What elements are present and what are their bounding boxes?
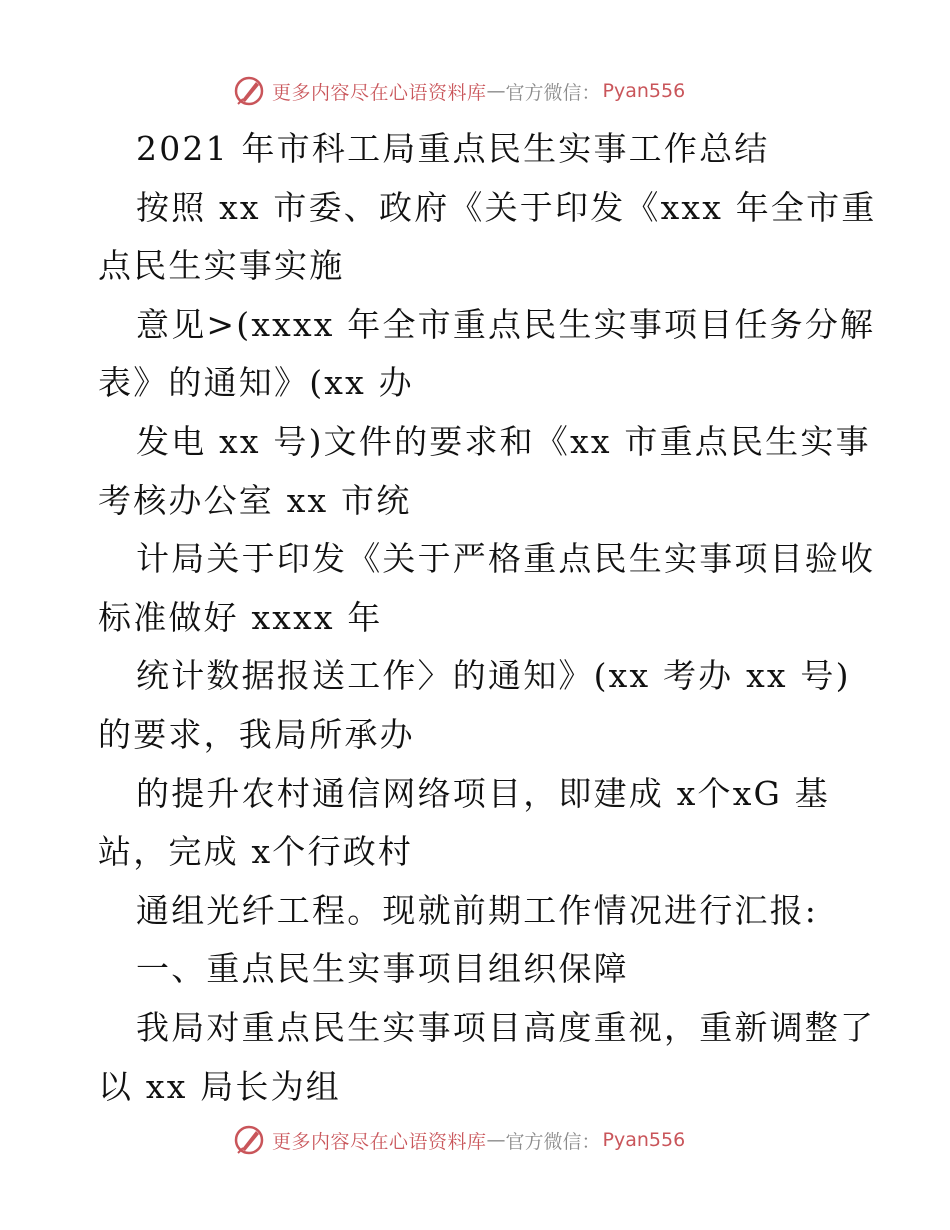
document-title: 2021 年市科工局重点民生实事工作总结 [136,129,770,168]
watermark-separator: — [486,80,506,102]
watermark-official-label: 官方微信： [505,81,601,104]
watermark-header [232,73,685,109]
watermark-brand-text: 更多内容尽在心语资料库 [272,1130,487,1153]
paragraph-line: 通组光纤工程。现就前期工作情况进行汇报: [136,890,819,930]
paragraph-line: 计局关于印发《关于严格重点民生实事项目验收 [136,539,876,579]
paragraph-line: 以 xx 局长为组 [98,1066,342,1106]
watermark-official-label: 官方微信： [505,1130,601,1153]
watermark-separator: — [486,1129,506,1151]
document-body [98,120,877,1116]
paragraph-line: 我局对重点民生实事项目高度重视，重新调整了 [136,1007,876,1047]
paragraph-line: 意见>(xxxx 年全市重点民生实事项目任务分解 [136,304,876,344]
paragraph-line: 点民生实事实施 [98,246,345,286]
paragraph-line: 按照 xx 市委、政府《关于印发《xxx 年全市重 [136,187,877,227]
paragraph-line: 统计数据报送工作〉的通知》(xx 考办 xx 号) [136,656,851,696]
watermark-brand-text: 更多内容尽在心语资料库 [272,81,487,104]
paragraph-line: 站，完成 x个行政村 [98,832,414,872]
watermark-wechat-id: Pyan556 [602,80,686,102]
paragraph-line: 的提升农村通信网络项目，即建成 x个xG 基 [136,773,830,813]
section-heading: 一、重点民生实事项目组织保障 [136,949,629,989]
watermark-footer [232,1122,685,1158]
paragraph-line: 考核办公室 xx 市统 [98,480,412,520]
watermark-wechat-id: Pyan556 [602,1129,686,1151]
paragraph-line: 标准做好 xxxx 年 [98,597,383,637]
paragraph-line: 发电 xx 号)文件的要求和《xx 市重点民生实事 [136,421,871,461]
paragraph-line: 的要求，我局所承办 [98,714,415,754]
quill-pen-logo-icon [232,1123,266,1157]
quill-pen-logo-icon [232,74,266,108]
paragraph-line: 表》的通知》(xx 办 [98,363,414,403]
